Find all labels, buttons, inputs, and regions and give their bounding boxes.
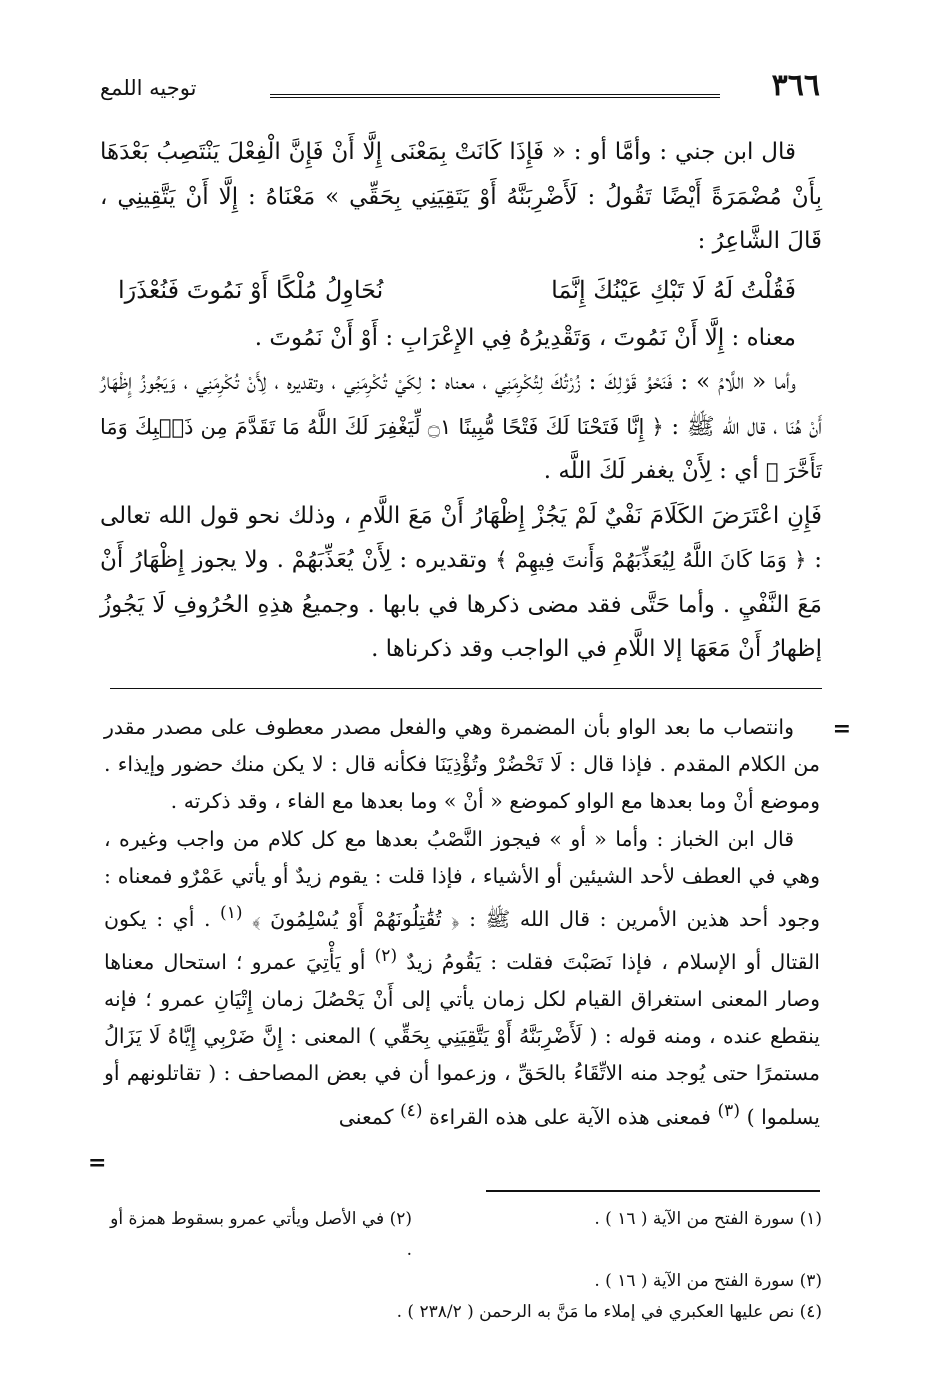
footnote-ref-1[interactable]: (١) [220, 903, 243, 924]
text-separator-rule [110, 688, 822, 689]
note-aw-text-2: . أي : يكون القتال أو الإسلام ، فإذا نَصَبْتَ فقلت : يَقُومُ زيدٌ [104, 906, 820, 974]
main-text [100, 130, 822, 672]
paragraph-negation [100, 494, 822, 672]
note-aw-text-4: فمعنى هذه الآية على هذه القراءة [429, 1104, 711, 1129]
footnote-4: (٤) نص عليها العكبري في إملاء ما مَنَّ به الرحمن ( ٢٣٨/٢ ) . [396, 1302, 822, 1322]
footnote-ref-2[interactable]: (٢) [374, 946, 398, 967]
note-aw-text-3: أو يَأْتِيَ عمرو ؛ استحال معناها وصار المعنى استغراق القيام لكل زمان يأتي إلى أَنْ يَحْصُلَ زمان إِتْيَانِ عمرو ؛ فإنه ينقطع عنده ، ومنه قوله : ( لَأَضْرِبَنَّهُ أَوْ يَتَّقِيَنِي بِحَقِّي ) المعنى : إِنَّ ضَرْبِي إِيَّاهُ لَا يَزَالُ مستمرًا حتى يُوجد منه الاتِّقَاءُ بالحَقِّ ، وزعموا أن في بعض المصاحف : ( تقاتلونهم أو يسلموا ) [104, 949, 820, 1129]
footnote-rule [486, 1190, 820, 1192]
paragraph-lam [100, 360, 822, 494]
commentary-notes [104, 709, 820, 1136]
negation-text-after: وتقديره : لِأَنْ يُعَذِّبَهُمْ . ولا يجوز إِظْهَارُ أَنْ مَعَ النَّفْيِ . وأما حَتَّى فقد مضى ذكرها في بابها . وجميعُ هذِهِ الحُرُوفِ لَا يَجُوزُ إظهارُ أَنْ مَعَهَا إلا اللَّامِ في الواجب وقد ذكرناها . [100, 547, 822, 662]
footnote-3: (٣) سورة الفتح من الآية ( ١٦ ) . [594, 1271, 822, 1291]
running-header [100, 68, 820, 114]
footnote-row [100, 1297, 822, 1328]
paragraph-meaning: معناه : إِلَّا أَنْ نَمُوتَ ، وَتَقْدِيرُهُ فِي الإِعْرَابِ : أَوْ أَنْ نَمُوتَ . [254, 324, 796, 351]
footnote-ref-3[interactable]: (٣) [717, 1100, 741, 1121]
page-number: ٣٦٦ [771, 68, 820, 103]
quran-quote-anfal: ﴿ وَمَا كَانَ اللَّهُ لِيُعَذِّبَهُمْ وَأَنتَ فِيهِمْ ﴾ [495, 548, 807, 572]
footnotes [100, 1204, 822, 1328]
quran-quote-fath: ﴿ إِنَّا فَتَحْنَا لَكَ فَتْحًا مُّبِينًا ۝١ لِّيَغْفِرَ لَكَ اللَّهُ مَا تَقَدَّمَ مِن ذَنۢبِكَ وَمَا تَأَخَّرَ ﴾ [100, 414, 822, 483]
verse-second-hemistich: نُحَاوِلُ مُلْكًا أَوْ نَمُوتَ فَنُعْذَرَا [118, 275, 384, 304]
quran-quote-tuqatilunahum: ﴿ تُقَٰتِلُونَهُمْ أَوْ يُسْلِمُونَ ﴾ [252, 906, 460, 931]
note-aw-text-5: كمعنى [338, 1104, 394, 1129]
footnote-row [100, 1204, 822, 1266]
footnote-1: (١) سورة الفتح من الآية ( ١٦ ) . [594, 1209, 822, 1229]
poetry-verse [100, 264, 822, 316]
paragraph-ibn-jinni-aw: قال ابن جني : وأمَّا أو : « فَإِذَا كَانَتْ بِمَعْنَى إِلَّا أَنْ فَإِنَّ الْفِعْلَ يَنْتَصِبُ بَعْدَهَا بِأَنْ مُضْمَرَةً أَيْضًا تَقُولُ : لَأَضْرِبَنَّهُ أَوْ يَتَقِيَنِي بِحَقِّي » مَعْنَاهُ : إِلَّا أَنْ يَتَّقِينِي ، قَالَ الشَّاعِرُ : [100, 139, 823, 254]
negation-text: فَإِنِ اعْتَرَضَ الكَلَامَ نَفْيٌ لَمْ يَجُزْ إِظْهَارُ أَنْ مَعَ اللَّامِ ، وذلك نحو قول الله تعالى : [100, 502, 823, 573]
note-aw-text: قال ابن الخباز : وأما « أو » فيجوز النَّصْبُ بعدها مع كل كلام من واجب وغيره ، وهي في العطف لأحد الشيئين أو الأشياء ، فإذا قلت : يقوم زيدٌ أو يأتي عَمْرٌو فمعناه : وجود أحد هذين الأمرين : قال الله ﷺ : [104, 826, 820, 931]
note-ibn-khabbaz [104, 821, 820, 1136]
lam-text-after: أي : لِأَنْ يغفر لَكَ اللَّه . [543, 458, 759, 484]
footnote-row [100, 1266, 822, 1297]
running-title: توجيه اللمع [100, 76, 197, 100]
continuation-mark: = [832, 716, 851, 742]
footnote-ref-4[interactable]: (٤) [400, 1100, 423, 1121]
footnote-2: (٢) في الأصل ويأتي عمرو بسقوط همزة أو . [110, 1209, 412, 1260]
verse-first-hemistich: فَقُلْتُ لَهُ لَا تَبْكِ عَيْنُكَ إِنَّمَا [551, 275, 796, 304]
note-waw: وانتصاب ما بعد الواو بأن المضمرة وهي والفعل مصدر معطوف على مصدر مقدر من الكلام المقدم . فإذا قال : لَا تَحْضُرْ وتُؤْذِيَنَا فكأنه قال : لا يكن منك حضور وإيذاء . وموضع أنْ وما بعدها مع الواو كموضع « أنْ » وما بعدها مع الفاء ، وقد ذكرته . [104, 715, 820, 814]
header-double-rule [270, 94, 720, 98]
continuation-end-mark: = [88, 1150, 107, 1176]
lam-text: وأما « اللَّامُ » : فَنَحْوُ قَوْلِكَ : زُرْتُكَ لِتُكْرِمَنِي ، معناه : لِكَيْ تُكْرِمَنِي ، وتقديره ، لِأَنْ تُكْرِمَنِي ، وَيَجُوزُ إِظْهَارُ أَنْ هُنَا ، قال الله ﷺ : [100, 369, 823, 440]
